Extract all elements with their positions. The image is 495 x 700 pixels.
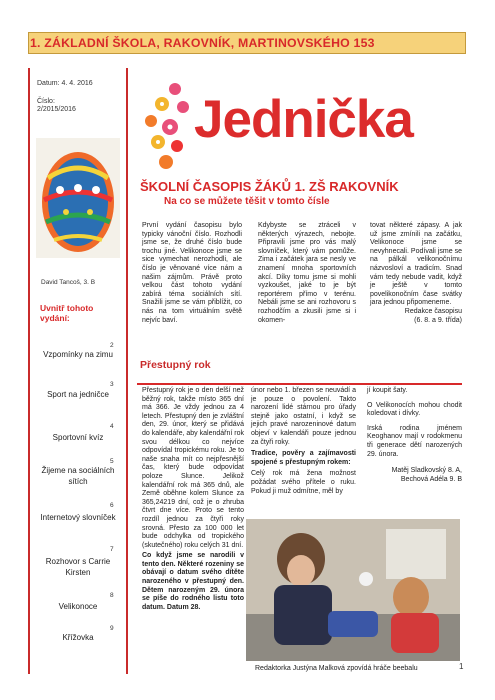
toc-item-label[interactable]: Žijeme na sociálních sítích — [41, 466, 115, 486]
school-name: 1. ZÁKLADNÍ ŠKOLA, RAKOVNÍK, MARTINOVSKÉHO 153 — [30, 36, 375, 50]
toc-item-page: 4 — [110, 423, 114, 430]
leap-text-3c: Irská rodina jménem Keoghanov mají v rodokmenu tři generace dětí narozených 29. února. — [367, 424, 462, 458]
toc-title: Uvnitř tohoto vydání: — [40, 303, 94, 323]
intro-column-1 — [142, 222, 242, 325]
toc-item-page: 3 — [110, 381, 114, 388]
toc-item-label[interactable]: Internetový slovníček — [40, 513, 116, 522]
egg-caption: David Tancoš, 3. B — [41, 279, 96, 286]
page-number: 1 — [459, 662, 464, 671]
masthead-title: Jednička — [194, 90, 413, 149]
toc-item-label[interactable]: Křížovka — [62, 633, 94, 642]
masthead-tagline: Na co se můžete těšit v tomto čísle — [164, 196, 330, 207]
leap-column-1 — [142, 387, 244, 612]
intro-column-2 — [258, 222, 356, 325]
easter-egg-drawing — [36, 138, 120, 258]
toc-item-label[interactable]: Velikonoce — [58, 602, 98, 611]
leap-text-3b: O Velikonocích mohou chodit koledovat i dívky. — [367, 401, 462, 418]
leap-year-heading: Přestupný rok — [140, 359, 211, 371]
leap-text-1b: Co když jsme se narodili v tento den. Některé rozeniny se obávají o datum svého dítěte narozeného v přestupný den. Dětem narozeným 29. února se píše do rodného listu toto datum. Datum 28. — [142, 552, 244, 611]
intro-text-2: Kdybyste se ztráceli v některých výrazech, nebojte. Připravili jsme pro vás malý slovníček, který vám pomůže. Zima i začátek jara se nesly ve znamení mnoha sportovních akcí. Díky tomu jsme si mohli vyzkoušet, jaké to je být reportérem přímo v terénu. Nebáli jsme se ani rozhovoru s rozhodčím a zkusili jsme si i okomen- — [258, 222, 356, 324]
toc-item-page: 7 — [110, 546, 114, 553]
leap-text-2c: Celý rok má žena možnost požádat svého přítele o ruku. Pokud ji muž odmítne, měl by — [251, 470, 356, 495]
section-divider — [137, 383, 462, 385]
issue-number: 2/2015/2016 — [37, 106, 76, 113]
intro-text-3: tovat některé zápasy. A jak už jsme zmínili na začátku, Velikonoce jsme se nevyhnecali. Podívali jsme se na pálkál velikonočnímu názvosloví a tradicím. Snad vám tedy nebude vadit, když je ještě v tomto povelikonočním čase svátky jara jednou připomeneme. — [370, 222, 462, 307]
leap-credit: Matěj Sladkovský 8. A, Bechová Adéla 9. B — [391, 467, 462, 483]
issue-label: Číslo: — [37, 98, 55, 105]
toc-item-page: 2 — [110, 342, 114, 349]
toc-item-label[interactable]: Sport na jedničce — [47, 390, 109, 399]
leap-column-3 — [367, 387, 462, 484]
toc-item-label[interactable]: Sportovní kvíz — [52, 433, 104, 442]
toc-item-page: 8 — [110, 592, 114, 599]
intro-column-3 — [370, 222, 462, 325]
intro-signature-classes: (6. 8. a 9. třída) — [414, 316, 462, 324]
leap-text-2b: Tradice, pověry a zajímavosti spojené s přestupným rokem: — [251, 450, 356, 466]
toc-item-label[interactable]: Vzpomínky na zimu — [43, 350, 113, 359]
issue-date: Datum: 4. 4. 2016 — [37, 80, 93, 87]
toc-item-page: 5 — [110, 458, 114, 465]
photo-caption: Redaktorka Justýna Malková zpovídá hráče beebalu — [255, 665, 418, 672]
interview-photo — [246, 519, 460, 661]
intro-signature: Redakce časopisu — [404, 307, 462, 315]
intro-text-1: První vydání časopisu bylo typicky vánoční číslo. Rozhodli jsme se, že druhé číslo bude trochu jiné. Velikonoce jsme se sice vymechat nerozhodli, ale číslo je věnované více nám a našim zájmům. Právě proto velkou část tohoto vydání zabírá téma sociálních sítí. Snažili jsme se vám přiblížit, co nás na tom virtuálním světě nejvíc baví. — [142, 222, 242, 324]
leap-text-3: jí koupit šaty. — [367, 387, 408, 394]
toc-item-label[interactable]: Rozhovor s Carrie Kirsten — [45, 557, 111, 577]
toc-item-page: 6 — [110, 502, 114, 509]
masthead-subtitle: ŠKOLNÍ ČASOPIS ŽÁKŮ 1. ZŠ RAKOVNÍK — [140, 179, 399, 194]
toc-item-page: 9 — [110, 625, 114, 632]
leap-text-1: Přestupný rok je o den delší než běžný rok, takže místo 365 dní má 366. Je vždy jednou za 4 letech. Přestupný den je zvláštní den, 29. únor, který se přidává do kalendáře, aby kalendářní rok svou délkou co nejvíce odpovídal tropickému roku. Je to naše snaha mít co nejpřesnější čas, který bude odpovídat poloze Slunce. Jelikož kalendářní rok má 365 dnů, ale Země oběhne kolem Slunce za 365,24219 dní, což je o zhruba čtvrt dne více. Proto se tento rozdíl jednou za čtyři roky srovná. Přesto za 100 000 let bude odchylka od tropického (skutečného) roku celých 31 dní. — [142, 387, 244, 549]
flower-logo — [142, 82, 197, 177]
leap-column-2 — [251, 387, 356, 496]
leap-text-2: únor nebo 1. březen se neuvádí a je pouze o povolení. Takto narození lidé stárnou pro úřady stejně jako ostatní, i když se jejich pravé narozeninové datum objeví v kalendáři pouze jednou za čtyři roky. — [251, 387, 356, 446]
